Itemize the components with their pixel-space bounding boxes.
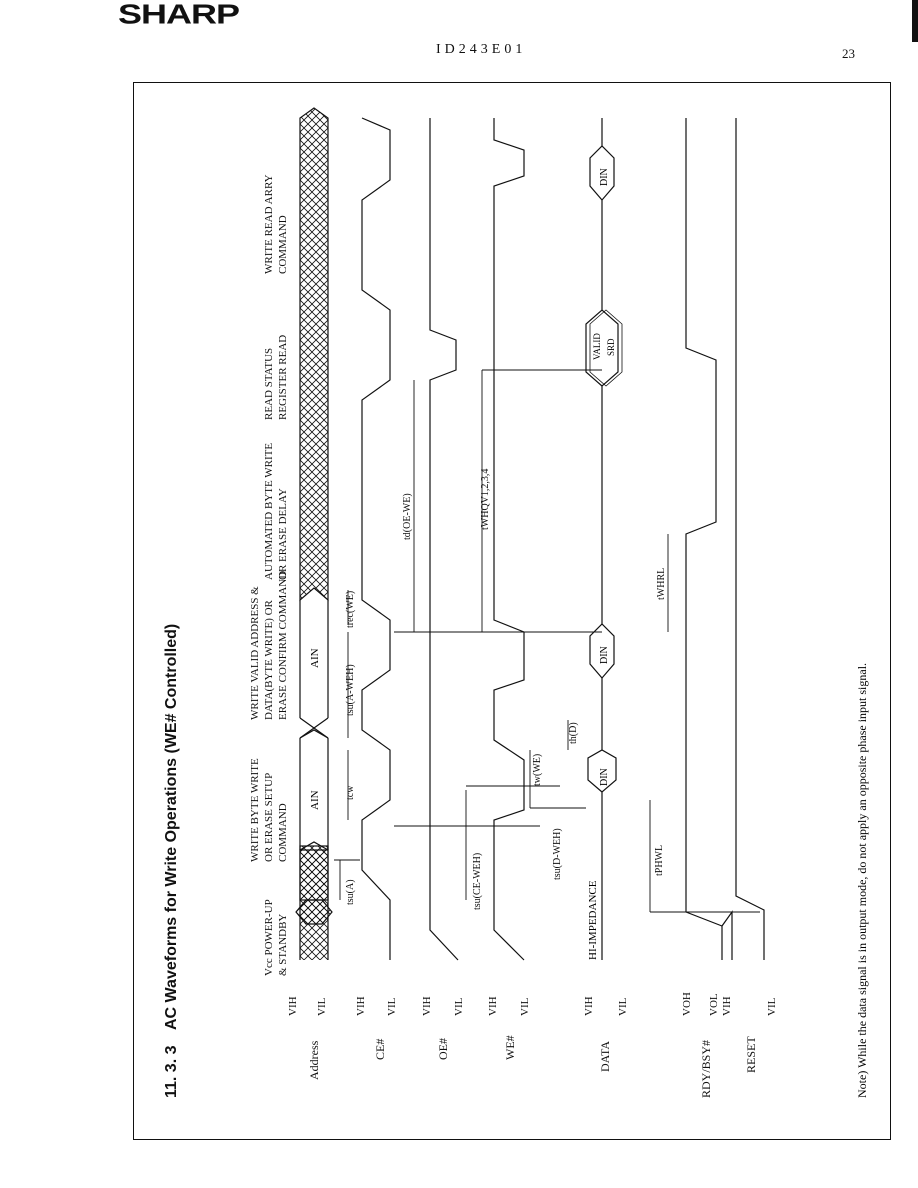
footnote: Note) While the data signal is in output mode, do not apply an opposite phase input signal. <box>855 662 869 1098</box>
timing-trec-we: trec(WE) <box>345 590 356 628</box>
timing-annotations <box>334 370 760 912</box>
signal-address: Address <box>307 1040 321 1080</box>
we-waveform <box>494 118 524 960</box>
signal-we: WE# <box>503 1035 517 1060</box>
cell-ain-2: AIN <box>309 648 321 668</box>
reset-waveform <box>736 118 764 960</box>
timing-th-d: th(D) <box>568 722 579 744</box>
timing-tsu-ce-weh: tsu(CE-WEH) <box>472 852 483 910</box>
svg-text:WRITE BYTE WRITE: WRITE BYTE WRITE <box>249 758 261 862</box>
svg-text:READ STATUS: READ STATUS <box>263 347 275 420</box>
timing-tsu-a: tsu(A) <box>345 879 356 905</box>
timing-td-oe-we: td(OE-WE) <box>402 493 413 540</box>
svg-text:COMMAND: COMMAND <box>277 215 289 274</box>
data-waveform <box>586 118 622 960</box>
page-number: 23 <box>842 46 855 61</box>
level-vih: VIH <box>355 996 367 1016</box>
section-number: 11. 3. 3 <box>163 1045 180 1098</box>
phase-byte-write-setup <box>249 758 289 862</box>
level-vol: VOL <box>708 993 720 1016</box>
timing-twhrl: tWHRL <box>656 567 667 600</box>
signal-reset: RESET <box>744 1036 758 1073</box>
document-id: ID243E01 <box>436 42 527 57</box>
oe-waveform <box>430 118 458 960</box>
level-vil: VIL <box>766 997 778 1016</box>
cell-din-1: DIN <box>599 768 610 786</box>
level-vil: VIL <box>519 997 531 1016</box>
ce-waveform <box>362 118 390 960</box>
cell-valid: VALID <box>592 333 602 360</box>
level-vil: VIL <box>316 997 328 1016</box>
svg-text:ERASE CONFIRM COMMAND: ERASE CONFIRM COMMAND <box>277 570 289 720</box>
svg-text:DATA(BYTE WRITE) OR: DATA(BYTE WRITE) OR <box>263 600 275 720</box>
svg-text:OR ERASE SETUP: OR ERASE SETUP <box>263 772 275 862</box>
phase-automated-delay <box>263 443 289 580</box>
rdy-waveform <box>686 118 732 960</box>
level-vih: VIH <box>421 996 433 1016</box>
timing-tcw: tcw <box>345 785 356 800</box>
address-waveform <box>296 108 332 960</box>
svg-text:& STANDBY: & STANDBY <box>277 913 289 976</box>
level-vih: VIH <box>583 996 595 1016</box>
cell-din-2: DIN <box>599 646 610 664</box>
svg-text:COMMAND: COMMAND <box>277 803 289 862</box>
svg-text:WRITE VALID ADDRESS &: WRITE VALID ADDRESS & <box>249 586 261 720</box>
level-vil: VIL <box>386 997 398 1016</box>
timing-tsu-d-weh: tsu(D-WEH) <box>552 828 563 880</box>
phase-valid-address-data <box>249 571 289 720</box>
timing-tphwl: tPHWL <box>654 844 665 876</box>
level-vih: VIH <box>487 996 499 1016</box>
sharp-logo: SHARP <box>118 0 240 30</box>
svg-text:REGISTER READ: REGISTER READ <box>277 334 289 420</box>
phase-read-array <box>263 174 289 274</box>
level-vih: VIH <box>721 996 733 1016</box>
signal-rdy: RDY/BSY# <box>699 1039 713 1098</box>
section-title: AC Waveforms for Write Operations (WE# Controlled) <box>163 623 180 1030</box>
svg-text:WRITE READ ARRY: WRITE READ ARRY <box>263 174 275 274</box>
signal-oe: OE# <box>436 1038 450 1060</box>
signal-data: DATA <box>598 1040 612 1072</box>
cell-din-3: DIN <box>599 168 610 186</box>
signal-ce: CE# <box>373 1038 387 1060</box>
svg-text:OR ERASE DELAY: OR ERASE DELAY <box>277 488 289 580</box>
level-voh: VOH <box>681 992 693 1016</box>
cell-srd: SRD <box>606 338 616 356</box>
level-vil: VIL <box>617 997 629 1016</box>
timing-tw-we: tw(WE) <box>532 753 543 786</box>
hi-impedance-label: HI-IMPEDANCE <box>587 880 599 960</box>
cell-ain-1: AIN <box>309 790 321 810</box>
level-vil: VIL <box>453 997 465 1016</box>
timing-tsu-a-weh: tsu(A-WEH) <box>345 664 356 716</box>
svg-text:AUTOMATED BYTE WRITE: AUTOMATED BYTE WRITE <box>263 442 275 580</box>
timing-twhqv: tWHQV1,2,3,4 <box>480 468 491 530</box>
svg-text:Vcc POWER-UP: Vcc POWER-UP <box>263 899 275 976</box>
level-vih: VIH <box>287 996 299 1016</box>
phase-power-up <box>263 899 289 976</box>
phase-read-status <box>263 335 289 420</box>
